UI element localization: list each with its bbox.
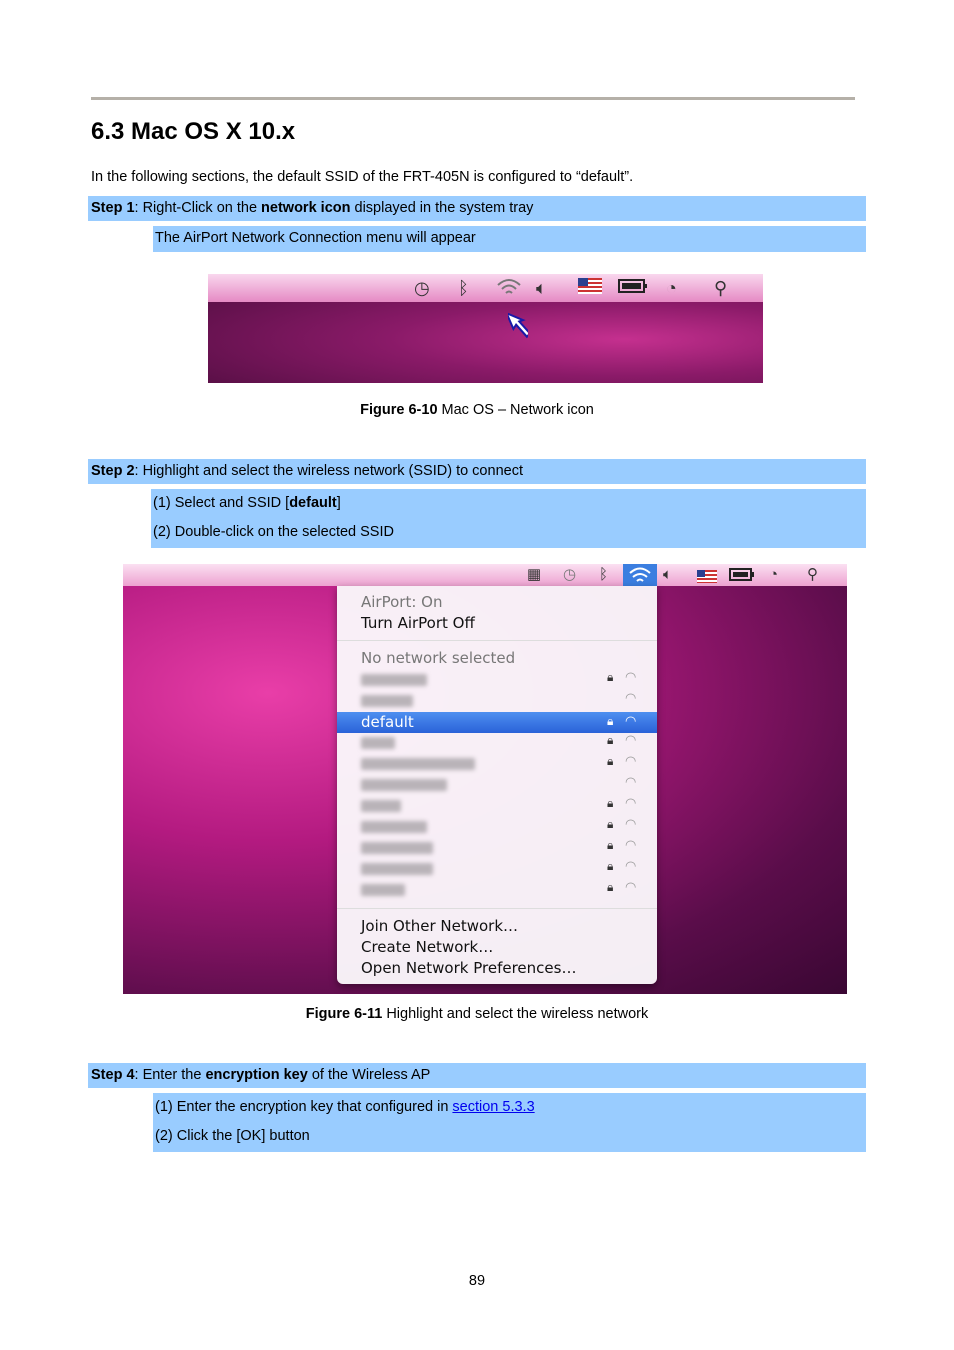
lock-icon: 🔒︎ (607, 838, 614, 852)
create-network-item[interactable]: Create Network… (361, 938, 494, 956)
menu-divider (337, 640, 657, 641)
step1-sub-band (153, 226, 866, 252)
lock-icon: 🔒︎ (607, 714, 614, 728)
step2-item1: (1) Select and SSID [default] (153, 495, 341, 511)
spotlight-icon[interactable]: ⚲ (714, 278, 728, 298)
step4-item2: (2) Click the [OK] button (155, 1128, 310, 1144)
network-item-selected[interactable] (337, 712, 657, 733)
step4-sub-band (153, 1093, 866, 1152)
step2-sub-band (151, 489, 866, 548)
wifi-signal-icon: ◠ (625, 714, 637, 729)
step1-label: Step 1 (91, 200, 135, 216)
mac-menubar (123, 564, 847, 586)
figure-airport-menu (123, 564, 847, 994)
network-item[interactable] (361, 842, 433, 854)
keyboard-icon[interactable]: ▦ (527, 566, 542, 583)
wifi-signal-icon: ◠ (625, 670, 637, 685)
step2-label: Step 2 (91, 463, 135, 479)
spotlight-icon[interactable]: ⚲ (807, 566, 818, 583)
step4-bold: encryption key (205, 1067, 308, 1083)
time-machine-icon[interactable]: ◷ (563, 566, 577, 583)
wifi-signal-icon: ◠ (625, 880, 637, 895)
figure-network-icon (208, 274, 763, 383)
figure2-caption: Figure 6-11 Highlight and select the wireless network (305, 1006, 649, 1022)
network-item[interactable] (361, 821, 427, 833)
volume-icon[interactable]: 🔈︎ (536, 278, 547, 298)
step4-label: Step 4 (91, 1067, 135, 1083)
join-other-network-item[interactable]: Join Other Network… (361, 917, 519, 935)
selected-network-label: default (361, 713, 414, 731)
step1-sub-text: The AirPort Network Connection menu will appear (155, 230, 476, 246)
menu-divider (337, 908, 657, 909)
wifi-signal-icon: ◠ (625, 796, 637, 811)
page-number: 89 (468, 1273, 486, 1289)
network-item[interactable] (361, 674, 427, 686)
battery-icon[interactable] (729, 568, 755, 588)
pointer-arrow-icon (508, 308, 528, 340)
wifi-icon[interactable] (623, 564, 657, 586)
bluetooth-icon[interactable]: ᛒ (599, 566, 609, 583)
wifi-menu-highlight[interactable] (623, 564, 657, 586)
battery-icon[interactable] (618, 277, 648, 299)
lock-icon: 🔒︎ (607, 817, 614, 831)
lock-icon: 🔒︎ (607, 733, 614, 747)
wifi-signal-icon: ◠ (625, 691, 637, 706)
bluetooth-icon[interactable]: ᛒ (458, 278, 469, 298)
clock-icon[interactable]: ◔ (666, 278, 677, 298)
network-item[interactable] (361, 695, 413, 707)
mac-menubar (208, 274, 763, 302)
step2-band: Step 2: Highlight and select the wireless network (SSID) to connect (88, 459, 866, 484)
step2-item2: (2) Double-click on the selected SSID (153, 524, 394, 540)
lock-icon: 🔒︎ (607, 670, 614, 684)
no-network-selected: No network selected (361, 649, 516, 667)
wifi-icon[interactable] (496, 277, 522, 302)
figure1-caption: Figure 6-10 Mac OS – Network icon (360, 402, 594, 418)
network-item[interactable] (361, 884, 405, 896)
airport-dropdown-menu (337, 586, 657, 984)
volume-icon[interactable]: 🔈︎ (663, 566, 673, 583)
step1-band: Step 1: Right-Click on the network icon displayed in the system tray (88, 196, 866, 221)
wifi-signal-icon: ◠ (625, 733, 637, 748)
network-item[interactable] (361, 737, 395, 749)
wifi-signal-icon: ◠ (625, 859, 637, 874)
intro-text: In the following sections, the default SSID of the FRT-405N is configured to “default”. (91, 169, 634, 185)
lock-icon: 🔒︎ (607, 754, 614, 768)
wifi-signal-icon: ◠ (625, 754, 637, 769)
wifi-signal-icon: ◠ (625, 775, 637, 790)
step4-band: Step 4: Enter the encryption key of the Wireless AP (88, 1063, 866, 1088)
wifi-signal-icon: ◠ (625, 817, 637, 832)
step1-bold: network icon (261, 200, 351, 216)
network-item[interactable] (361, 758, 475, 770)
time-machine-icon[interactable]: ◷ (414, 278, 430, 298)
turn-airport-off-item[interactable]: Turn AirPort Off (361, 614, 475, 632)
network-item[interactable] (361, 779, 447, 791)
section-title: 6.3 Mac OS X 10.x (91, 118, 296, 145)
wifi-signal-icon: ◠ (625, 838, 637, 853)
clock-icon[interactable]: ◔ (769, 566, 779, 583)
network-item[interactable] (361, 800, 401, 812)
open-network-preferences-item[interactable]: Open Network Preferences… (361, 959, 577, 977)
lock-icon: 🔒︎ (607, 859, 614, 873)
section-5-3-3-link[interactable]: section 5.3.3 (452, 1099, 535, 1115)
header-rule (91, 97, 855, 100)
lock-icon: 🔒︎ (607, 880, 614, 894)
lock-icon: 🔒︎ (607, 796, 614, 810)
us-flag-icon[interactable] (697, 569, 717, 589)
airport-status: AirPort: On (361, 593, 443, 611)
step4-item1: (1) Enter the encryption key that configured in section 5.3.3 (155, 1099, 535, 1115)
network-item[interactable] (361, 863, 433, 875)
us-flag-icon[interactable] (578, 277, 602, 299)
